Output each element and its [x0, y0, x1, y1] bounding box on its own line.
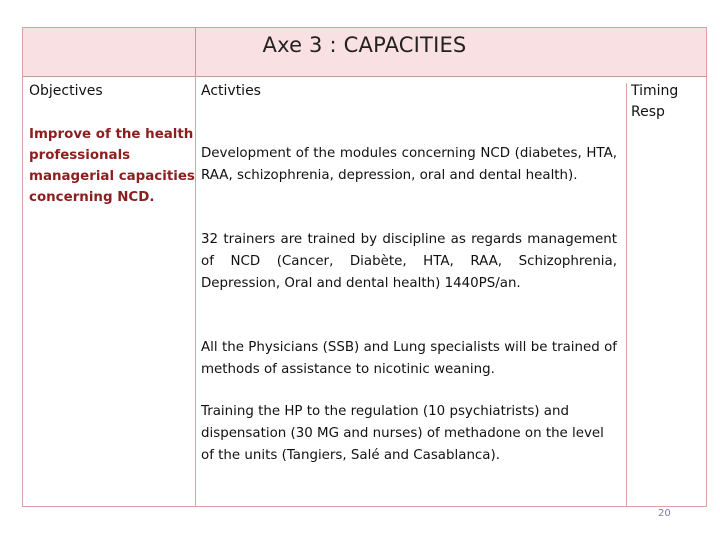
title-band [23, 28, 706, 77]
activity-item: Development of the modules concerning NCD (diabetes, HTA, RAA, schizophrenia, depression, oral and dental health). [201, 146, 617, 183]
header-divider [195, 28, 196, 76]
activity-item: All the Physicians (SSB) and Lung specialists will be trained of methods of assistance to nicotinic weaning. [201, 340, 617, 377]
objective-text: Improve of the health professionals managerial capacities concerning NCD. [29, 127, 195, 205]
timing-header: Timing Resp [631, 83, 679, 120]
slide-title: Axe 3 : CAPACITIES [262, 33, 467, 57]
activities-header: Activties [201, 83, 261, 99]
activity-item: 32 trainers are trained by discipline as regards management of NCD (Cancer, Diabète, HTA, RAA, Schizophrenia, Depression, Oral and dental health) 1440PS/an. [201, 232, 617, 291]
activity-item: Training the HP to the regulation (10 psychiatrists) and dispensation (30 MG and nurses) of methadone on the level of the units (Tangiers, Salé and Casablanca). [201, 404, 604, 463]
objectives-header: Objectives [29, 83, 103, 99]
page-number: 20 [658, 508, 671, 519]
capacities-table [22, 27, 707, 507]
column-divider-objectives [195, 76, 196, 507]
column-divider-timing [626, 83, 627, 507]
